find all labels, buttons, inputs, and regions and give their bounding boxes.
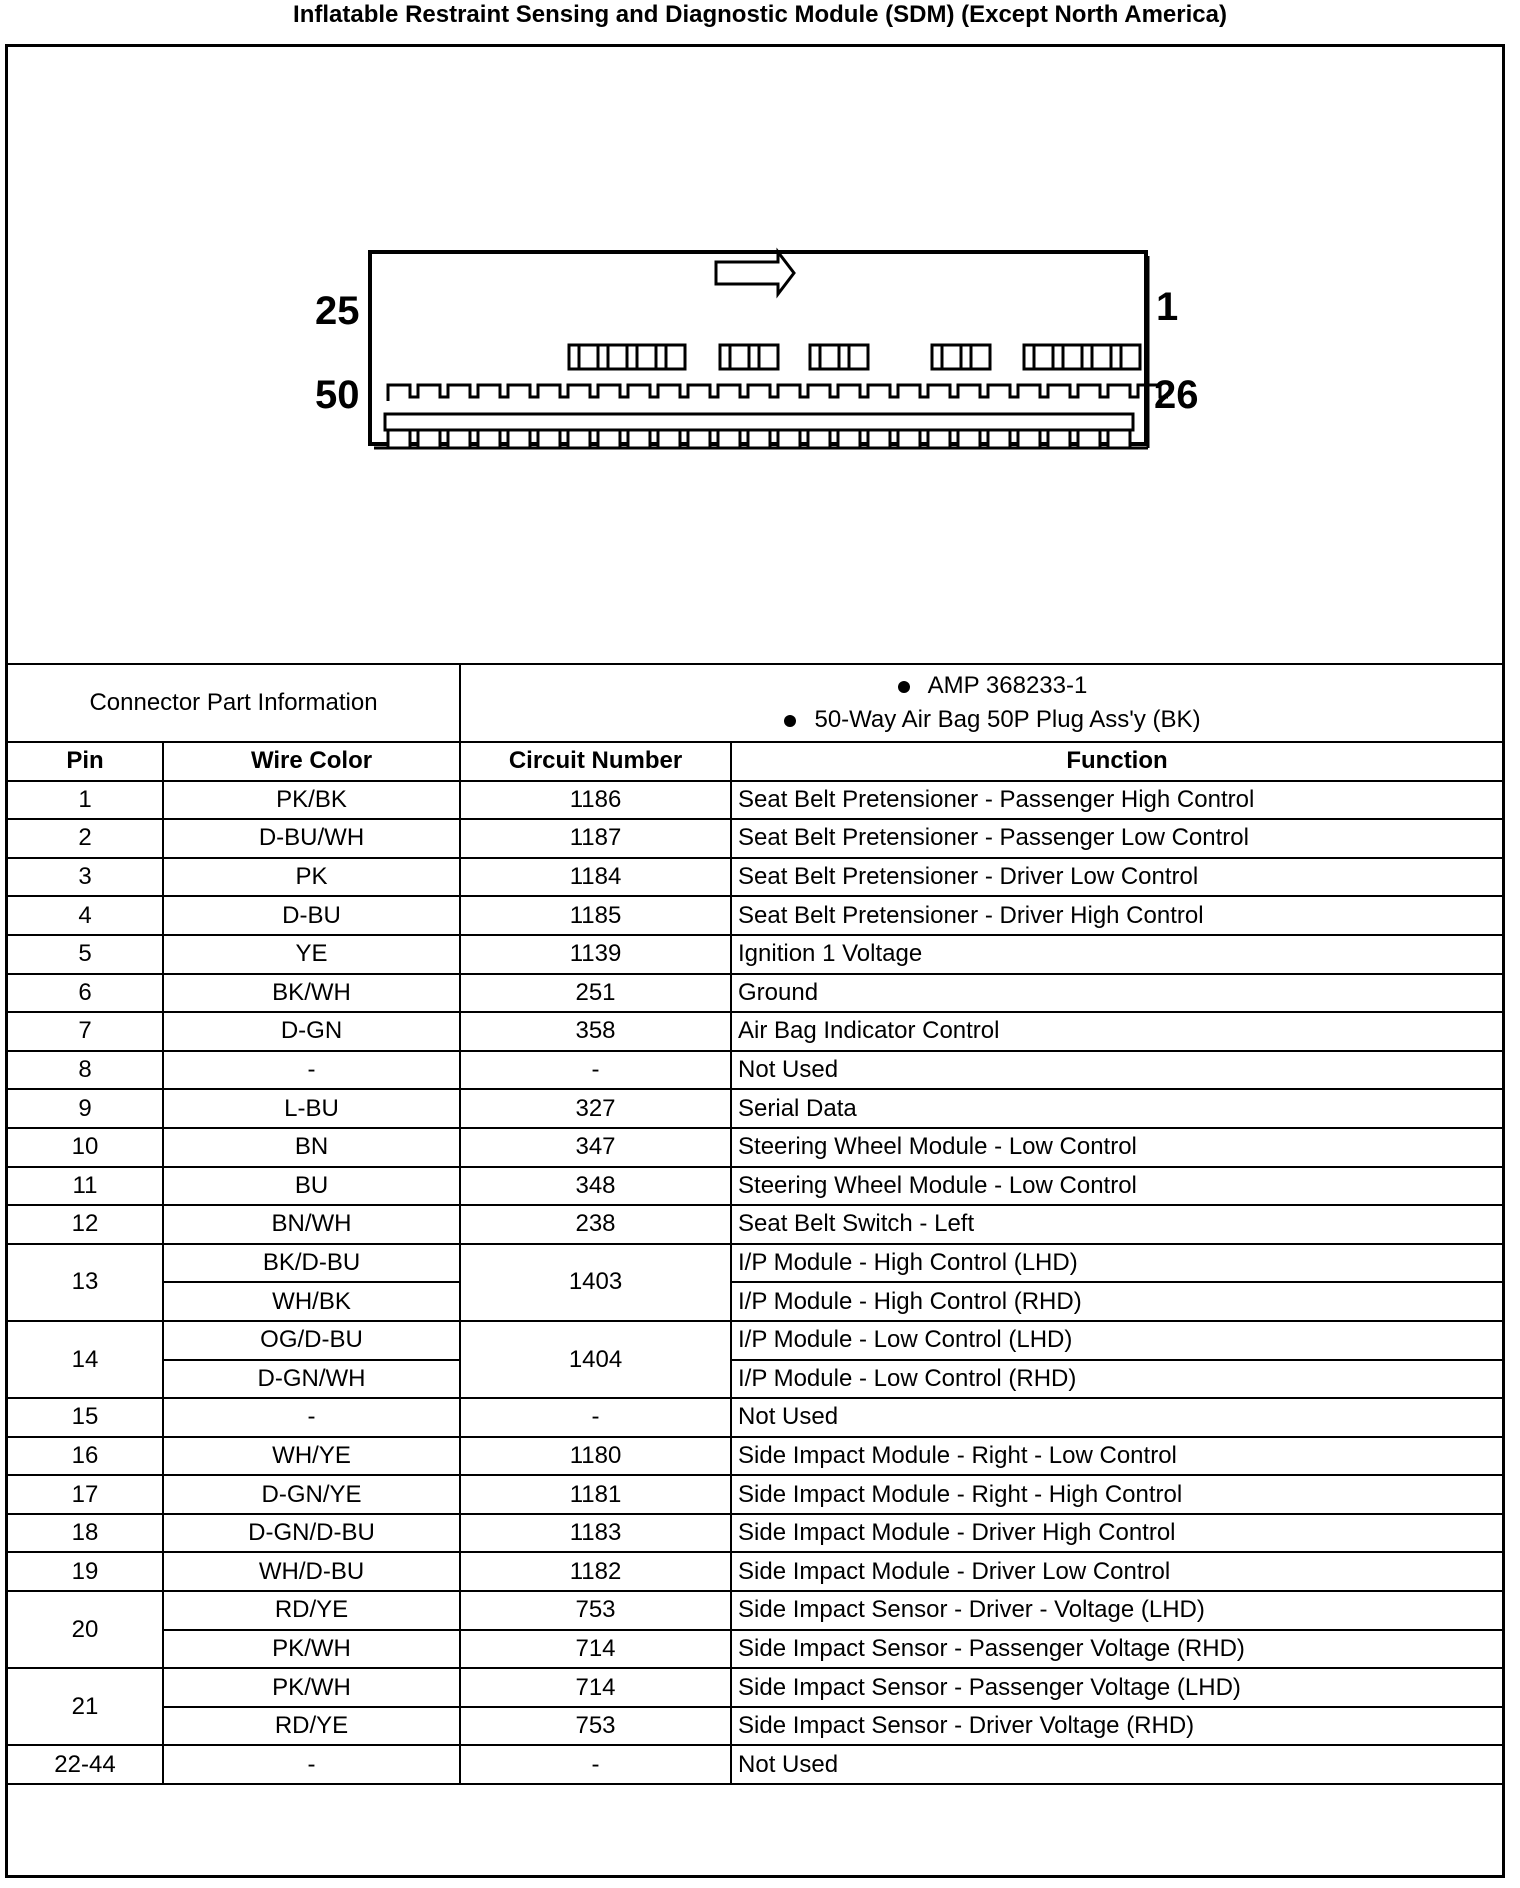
- function-cell: Not Used: [731, 1745, 1502, 1784]
- wire-color-cell: D-BU: [163, 896, 460, 935]
- table-row: [8, 1552, 1502, 1591]
- table-row: [8, 1745, 1502, 1784]
- function-cell: Side Impact Sensor - Driver Voltage (RHD): [731, 1707, 1502, 1746]
- wire-color-cell: D-GN/D-BU: [163, 1514, 460, 1553]
- table-row: [8, 1591, 1502, 1630]
- wire-color-cell: D-BU/WH: [163, 819, 460, 858]
- function-cell: Side Impact Sensor - Passenger Voltage (LHD): [731, 1668, 1502, 1707]
- circuit-number-cell: 251: [460, 974, 731, 1013]
- pin-cell: 10: [8, 1128, 163, 1167]
- function-cell: Seat Belt Pretensioner - Passenger Low Control: [731, 819, 1502, 858]
- function-cell: Steering Wheel Module - Low Control: [731, 1128, 1502, 1167]
- circuit-number-cell: 753: [460, 1591, 731, 1630]
- table-row: [8, 1668, 1502, 1707]
- wire-color-cell: YE: [163, 935, 460, 974]
- wire-color-cell: WH/YE: [163, 1437, 460, 1476]
- function-cell: Not Used: [731, 1051, 1502, 1090]
- function-cell: Side Impact Module - Right - High Control: [731, 1475, 1502, 1514]
- cavity: [720, 345, 749, 369]
- table-row: [8, 1707, 1502, 1746]
- pin-cell: 19: [8, 1552, 163, 1591]
- table-row: [8, 1475, 1502, 1514]
- wire-color-cell: PK/WH: [163, 1630, 460, 1669]
- pin-cell: 5: [8, 935, 163, 974]
- cavity: [656, 345, 685, 369]
- function-cell: Side Impact Module - Driver Low Control: [731, 1552, 1502, 1591]
- circuit-number-cell: 1404: [460, 1321, 731, 1398]
- header-circuit-number: Circuit Number: [460, 742, 731, 781]
- circuit-number-cell: 238: [460, 1205, 731, 1244]
- circuit-number-cell: 1182: [460, 1552, 731, 1591]
- pin-label-26: 26: [1154, 373, 1199, 417]
- table-row: [8, 858, 1502, 897]
- cavity: [749, 345, 778, 369]
- wire-color-cell: -: [163, 1051, 460, 1090]
- function-cell: Side Impact Module - Driver High Control: [731, 1514, 1502, 1553]
- table-row: [8, 1089, 1502, 1128]
- part-info-item: 50-Way Air Bag 50P Plug Ass'y (BK): [483, 703, 1502, 737]
- pin-cell: 11: [8, 1167, 163, 1206]
- pin-label-25: 25: [315, 289, 360, 333]
- pin-cell: 7: [8, 1012, 163, 1051]
- part-info-list: [460, 664, 1502, 742]
- cavity: [1111, 345, 1140, 369]
- pin-cell: 21: [8, 1668, 163, 1745]
- table-row: [8, 1514, 1502, 1553]
- circuit-number-cell: 1187: [460, 819, 731, 858]
- cavity: [1082, 345, 1111, 369]
- wire-color-cell: OG/D-BU: [163, 1321, 460, 1360]
- circuit-number-cell: 358: [460, 1012, 731, 1051]
- wire-color-cell: WH/D-BU: [163, 1552, 460, 1591]
- function-cell: Ignition 1 Voltage: [731, 935, 1502, 974]
- circuit-number-cell: -: [460, 1398, 731, 1437]
- function-cell: I/P Module - High Control (LHD): [731, 1244, 1502, 1283]
- circuit-number-cell: 1139: [460, 935, 731, 974]
- wire-color-cell: D-GN/YE: [163, 1475, 460, 1514]
- pin-cell: 15: [8, 1398, 163, 1437]
- pin-cell: 9: [8, 1089, 163, 1128]
- pin-cell: 20: [8, 1591, 163, 1668]
- table-row: [8, 1205, 1502, 1244]
- function-cell: Seat Belt Pretensioner - Passenger High Control: [731, 781, 1502, 820]
- pin-label-1: 1: [1156, 285, 1179, 329]
- part-info-row: [8, 664, 1502, 742]
- pin-cell: 4: [8, 896, 163, 935]
- wire-color-cell: L-BU: [163, 1089, 460, 1128]
- cavity: [627, 345, 656, 369]
- pin-cell: 13: [8, 1244, 163, 1321]
- cavity: [1053, 345, 1082, 369]
- page-title: Inflatable Restraint Sensing and Diagnostic Module (SDM) (Except North America): [293, 1, 1227, 28]
- function-cell: Seat Belt Switch - Left: [731, 1205, 1502, 1244]
- table-row: [8, 1360, 1502, 1399]
- table-row: [8, 974, 1502, 1013]
- function-cell: Side Impact Sensor - Driver - Voltage (LHD): [731, 1591, 1502, 1630]
- table-row: [8, 1244, 1502, 1283]
- function-cell: Side Impact Module - Right - Low Control: [731, 1437, 1502, 1476]
- pin-cell: 17: [8, 1475, 163, 1514]
- cavity: [810, 345, 839, 369]
- table-row: [8, 1282, 1502, 1321]
- function-cell: I/P Module - Low Control (LHD): [731, 1321, 1502, 1360]
- wire-color-cell: BN/WH: [163, 1205, 460, 1244]
- bullet-icon: [784, 715, 796, 727]
- cavity: [961, 345, 990, 369]
- upper-row-cavities: [569, 345, 1140, 369]
- wire-color-cell: D-GN/WH: [163, 1360, 460, 1399]
- circuit-number-cell: 714: [460, 1630, 731, 1669]
- wire-color-cell: RD/YE: [163, 1591, 460, 1630]
- circuit-number-cell: 1180: [460, 1437, 731, 1476]
- circuit-number-cell: 1184: [460, 858, 731, 897]
- wire-color-cell: BU: [163, 1167, 460, 1206]
- cavity: [1024, 345, 1053, 369]
- wire-color-cell: BK/WH: [163, 974, 460, 1013]
- header-wire-color: Wire Color: [163, 742, 460, 781]
- pin-cell: 8: [8, 1051, 163, 1090]
- circuit-number-cell: -: [460, 1745, 731, 1784]
- function-cell: Steering Wheel Module - Low Control: [731, 1167, 1502, 1206]
- function-cell: Seat Belt Pretensioner - Driver High Control: [731, 896, 1502, 935]
- part-info-label: Connector Part Information: [8, 664, 460, 742]
- pin-cell: 22-44: [8, 1745, 163, 1784]
- part-info-item: AMP 368233-1: [483, 669, 1502, 703]
- table-row: [8, 1321, 1502, 1360]
- function-cell: I/P Module - High Control (RHD): [731, 1282, 1502, 1321]
- header-pin: Pin: [8, 742, 163, 781]
- function-cell: Ground: [731, 974, 1502, 1013]
- table-row: [8, 819, 1502, 858]
- wire-color-cell: BN: [163, 1128, 460, 1167]
- table-header-row: [8, 742, 1502, 781]
- pin-table: [8, 663, 1502, 1785]
- wire-color-cell: PK/BK: [163, 781, 460, 820]
- table-row: [8, 1012, 1502, 1051]
- cavity: [598, 345, 627, 369]
- wire-color-cell: PK/WH: [163, 1668, 460, 1707]
- circuit-number-cell: 327: [460, 1089, 731, 1128]
- cavity: [569, 345, 598, 369]
- function-cell: Seat Belt Pretensioner - Driver Low Control: [731, 858, 1502, 897]
- circuit-number-cell: 348: [460, 1167, 731, 1206]
- circuit-number-cell: 1403: [460, 1244, 731, 1321]
- wire-color-cell: -: [163, 1398, 460, 1437]
- table-row: [8, 1437, 1502, 1476]
- connector-diagram: [8, 47, 1502, 663]
- wire-color-cell: RD/YE: [163, 1707, 460, 1746]
- connector-face-drawing: [8, 47, 1502, 663]
- pin-cell: 2: [8, 819, 163, 858]
- function-cell: Side Impact Sensor - Passenger Voltage (RHD): [731, 1630, 1502, 1669]
- pin-cell: 18: [8, 1514, 163, 1553]
- wire-color-cell: -: [163, 1745, 460, 1784]
- circuit-number-cell: 714: [460, 1668, 731, 1707]
- pin-cell: 6: [8, 974, 163, 1013]
- header-function: Function: [731, 742, 1502, 781]
- pin-label-50: 50: [315, 373, 360, 417]
- table-row: [8, 1630, 1502, 1669]
- table-row: [8, 1051, 1502, 1090]
- pin-cell: 14: [8, 1321, 163, 1398]
- wire-color-cell: PK: [163, 858, 460, 897]
- cavity: [839, 345, 868, 369]
- function-cell: Serial Data: [731, 1089, 1502, 1128]
- table-row: [8, 1398, 1502, 1437]
- table-row: [8, 781, 1502, 820]
- bullet-icon: [898, 681, 910, 693]
- function-cell: Air Bag Indicator Control: [731, 1012, 1502, 1051]
- circuit-number-cell: -: [460, 1051, 731, 1090]
- table-row: [8, 935, 1502, 974]
- cavity: [932, 345, 961, 369]
- circuit-number-cell: 1181: [460, 1475, 731, 1514]
- circuit-number-cell: 1183: [460, 1514, 731, 1553]
- wire-color-cell: WH/BK: [163, 1282, 460, 1321]
- circuit-number-cell: 1185: [460, 896, 731, 935]
- pin-cell: 12: [8, 1205, 163, 1244]
- wire-color-cell: D-GN: [163, 1012, 460, 1051]
- function-cell: Not Used: [731, 1398, 1502, 1437]
- bottom-rail: [385, 414, 1133, 430]
- wire-color-cell: BK/D-BU: [163, 1244, 460, 1283]
- pin-cell: 16: [8, 1437, 163, 1476]
- pin-cell: 1: [8, 781, 163, 820]
- function-cell: I/P Module - Low Control (RHD): [731, 1360, 1502, 1399]
- table-row: [8, 896, 1502, 935]
- table-row: [8, 1167, 1502, 1206]
- circuit-number-cell: 753: [460, 1707, 731, 1746]
- circuit-number-cell: 347: [460, 1128, 731, 1167]
- pin-cell: 3: [8, 858, 163, 897]
- document-frame: [5, 44, 1505, 1878]
- table-row: [8, 1128, 1502, 1167]
- circuit-number-cell: 1186: [460, 781, 731, 820]
